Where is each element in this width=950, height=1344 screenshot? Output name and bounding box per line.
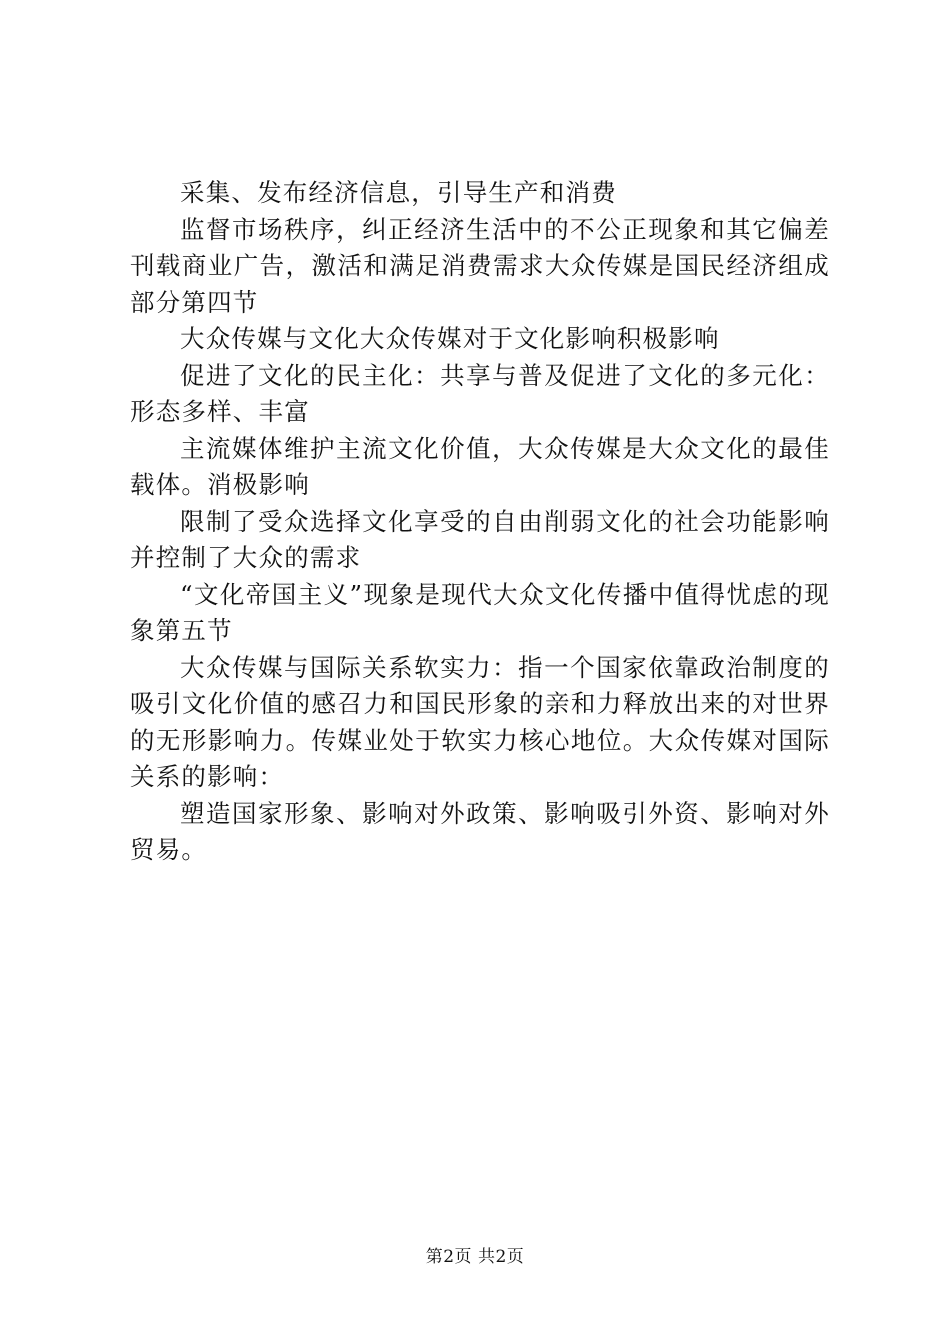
paragraph-2: 监督市场秩序，纠正经济生活中的不公正现象和其它偏差刊载商业广告，激活和满足消费需求大众传媒是国民经济组成部分第四节 xyxy=(130,214,830,317)
paragraph-8: 大众传媒与国际关系软实力：指一个国家依靠政治制度的吸引文化价值的感召力和国民形象的亲和力释放出来的对世界的无形影响力。传媒业处于软实力核心地位。大众传媒对国际关系的影响： xyxy=(130,652,830,791)
paragraph-4: 促进了文化的民主化：共享与普及促进了文化的多元化：形态多样、丰富 xyxy=(130,360,830,426)
paragraph-9: 塑造国家形象、影响对外政策、影响吸引外资、影响对外贸易。 xyxy=(130,798,830,864)
paragraph-7: “文化帝国主义”现象是现代大众文化传播中值得忧虑的现象第五节 xyxy=(130,579,830,645)
page-footer: 第2页 共2页 xyxy=(425,1247,525,1267)
paragraph-6: 限制了受众选择文化享受的自由削弱文化的社会功能影响并控制了大众的需求 xyxy=(130,506,830,572)
document-body xyxy=(130,175,830,869)
paragraph-5: 主流媒体维护主流文化价值，大众传媒是大众文化的最佳载体。消极影响 xyxy=(130,433,830,499)
paragraph-1: 采集、发布经济信息，引导生产和消费 xyxy=(180,178,617,207)
paragraph-3: 大众传媒与文化大众传媒对于文化影响积极影响 xyxy=(180,324,720,353)
